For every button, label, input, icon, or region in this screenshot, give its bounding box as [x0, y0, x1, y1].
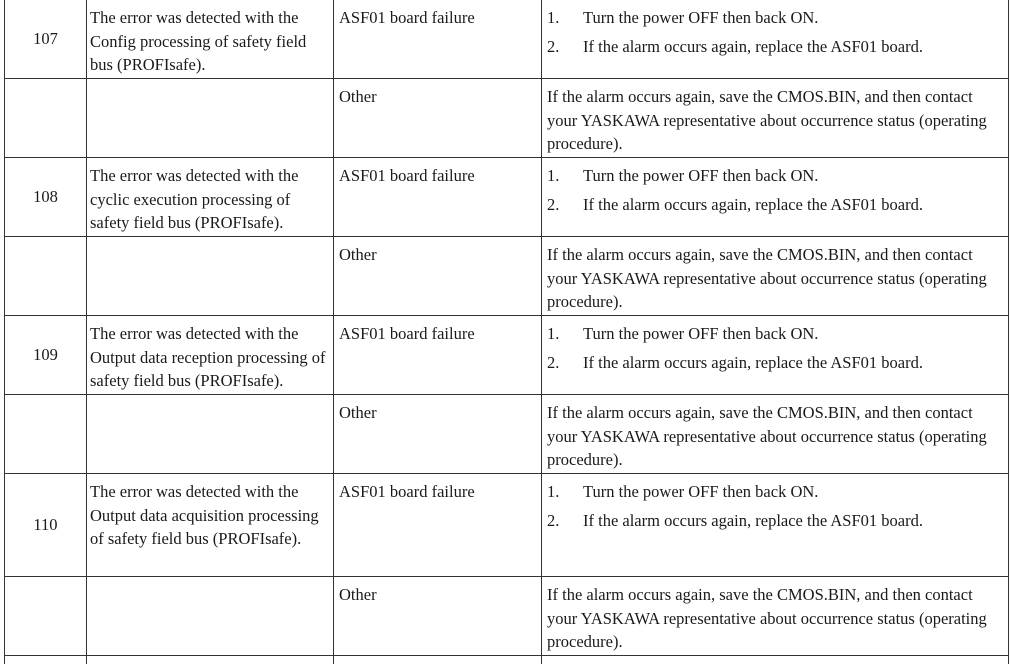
- step-number: 2.: [547, 509, 583, 533]
- step-text: Turn the power OFF then back ON.: [583, 164, 1004, 188]
- remedy-text: If the alarm occurs again, save the CMOS.BIN, and then contact your YASKAWA representative about occurrence status (operating procedure).: [547, 85, 1004, 156]
- sub-code: 107: [33, 29, 58, 48]
- alarm-table: [4, 0, 1009, 664]
- sub-code-cell: [5, 158, 87, 237]
- table-row: [5, 79, 1009, 158]
- remedy-step: [547, 480, 1004, 504]
- sub-code: 109: [33, 345, 58, 364]
- table-row: [5, 237, 1009, 316]
- step-text: Turn the power OFF then back ON.: [583, 322, 1004, 346]
- remedy-step: [547, 509, 1004, 533]
- meaning-cell: [87, 316, 334, 395]
- remedy-cell: [542, 395, 1009, 474]
- remedy-cell: [542, 316, 1009, 395]
- meaning-text: The error was detected with the Output data reception processing of safety field bus (PROFIsafe).: [90, 324, 326, 390]
- step-number: 1.: [547, 6, 583, 30]
- sub-code-cell: [5, 0, 87, 79]
- table-row: [5, 474, 1009, 577]
- empty-cell: [87, 577, 334, 656]
- cause-cell: [334, 158, 542, 237]
- cause-cell: [334, 79, 542, 158]
- step-text: If the alarm occurs again, replace the ASF01 board.: [583, 35, 1004, 59]
- meaning-text: The error was detected with the Output data acquisition processing of safety field bus (PROFIsafe).: [90, 482, 319, 548]
- meaning-cell: [87, 0, 334, 79]
- step-text: If the alarm occurs again, replace the ASF01 board.: [583, 193, 1004, 217]
- table-row: [5, 158, 1009, 237]
- sub-code-cell: [5, 474, 87, 577]
- step-text: Turn the power OFF then back ON.: [583, 480, 1004, 504]
- cause-cell: [334, 474, 542, 577]
- step-number: 2.: [547, 351, 583, 375]
- remedy-cell: [542, 237, 1009, 316]
- table-row: [5, 0, 1009, 79]
- meaning-cell: [87, 474, 334, 577]
- empty-cell: [5, 577, 87, 656]
- remedy-text: If the alarm occurs again, save the CMOS.BIN, and then contact your YASKAWA representative about occurrence status (operating procedure).: [547, 583, 1004, 654]
- cause-text: Other: [339, 585, 377, 604]
- cause-cell: [334, 395, 542, 474]
- empty-cell: [87, 79, 334, 158]
- remedy-text: If the alarm occurs again, save the CMOS.BIN, and then contact your YASKAWA representative about occurrence status (operating procedure).: [547, 401, 1004, 472]
- cause-cell: [334, 237, 542, 316]
- cause-text: ASF01 board failure: [339, 8, 475, 27]
- step-text: If the alarm occurs again, replace the ASF01 board.: [583, 351, 1004, 375]
- remedy-cell: [542, 79, 1009, 158]
- cause-cell: [334, 0, 542, 79]
- step-text: Turn the power OFF then back ON.: [583, 6, 1004, 30]
- remedy-cell: [542, 577, 1009, 656]
- table-row: [5, 395, 1009, 474]
- cause-text: Other: [339, 87, 377, 106]
- remedy-step: [547, 164, 1004, 188]
- empty-cell: [87, 237, 334, 316]
- remedy-step: [547, 35, 1004, 59]
- table-row: [5, 316, 1009, 395]
- remedy-cell: [542, 0, 1009, 79]
- cause-text: ASF01 board failure: [339, 482, 475, 501]
- remedy-text: If the alarm occurs again, save the CMOS.BIN, and then contact your YASKAWA representative about occurrence status (operating procedure).: [547, 243, 1004, 314]
- cause-text: Other: [339, 245, 377, 264]
- remedy-step: [547, 193, 1004, 217]
- step-number: 2.: [547, 35, 583, 59]
- sub-code: 108: [33, 187, 58, 206]
- cause-cell: [334, 577, 542, 656]
- step-number: 1.: [547, 322, 583, 346]
- meaning-cell: [87, 158, 334, 237]
- remedy-step: [547, 351, 1004, 375]
- sub-code: 110: [33, 515, 57, 534]
- cause-text: ASF01 board failure: [339, 324, 475, 343]
- remedy-cell: [542, 158, 1009, 237]
- meaning-text: The error was detected with the cyclic execution processing of safety field bus (PROFIsafe).: [90, 166, 298, 232]
- cause-text: ASF01 board failure: [339, 166, 475, 185]
- table-row: [5, 577, 1009, 656]
- step-number: 1.: [547, 480, 583, 504]
- step-number: 1.: [547, 164, 583, 188]
- remedy-step: [547, 322, 1004, 346]
- empty-cell: [87, 395, 334, 474]
- step-text: If the alarm occurs again, replace the ASF01 board.: [583, 509, 1004, 533]
- cause-text: Other: [339, 403, 377, 422]
- empty-cell: [5, 79, 87, 158]
- step-number: 2.: [547, 193, 583, 217]
- cause-cell: [334, 316, 542, 395]
- remedy-step: [547, 6, 1004, 30]
- empty-cell: [5, 395, 87, 474]
- sub-code-cell: [5, 316, 87, 395]
- empty-cell: [5, 237, 87, 316]
- remedy-cell: [542, 474, 1009, 577]
- meaning-text: The error was detected with the Config processing of safety field bus (PROFIsafe).: [90, 8, 306, 74]
